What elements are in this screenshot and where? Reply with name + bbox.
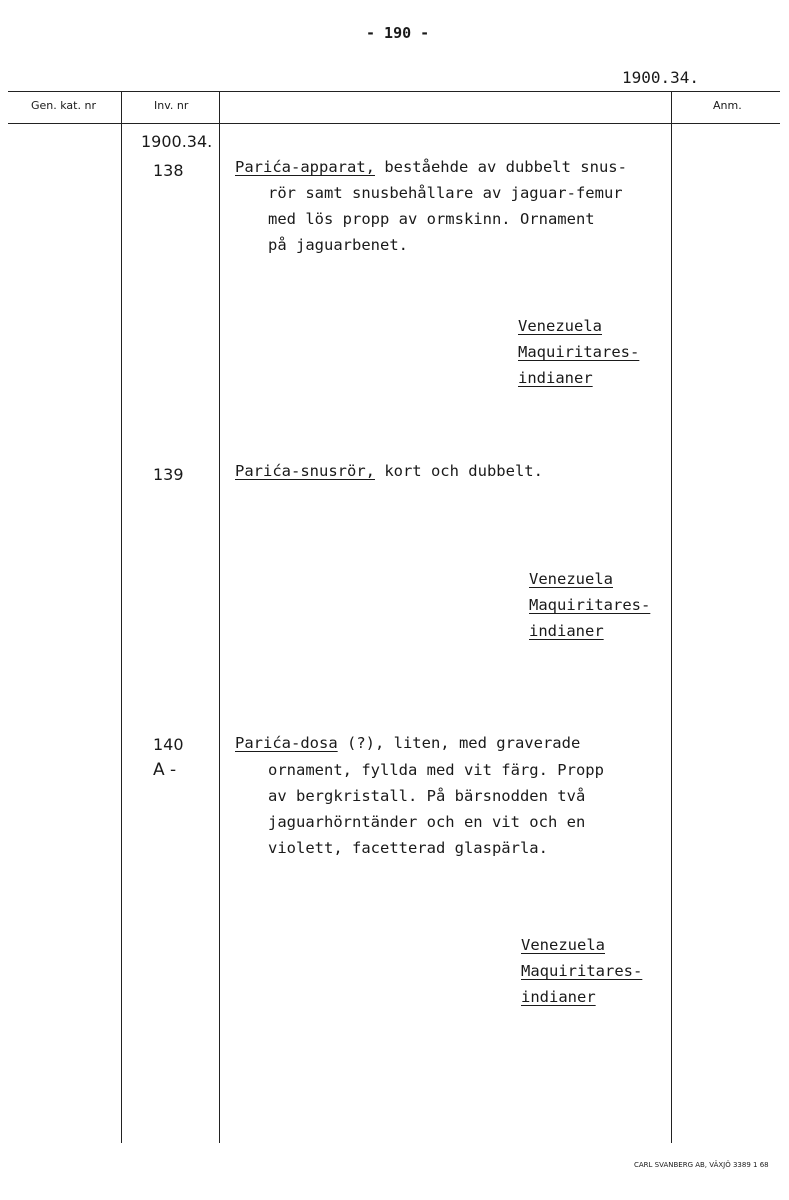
entry-line: ornament, fyllda med vit färg. Propp [268,761,604,779]
entry-first-line [235,462,543,480]
column-header-gen-kat: Gen. kat. nr [31,99,96,112]
entry-title: Parića-snusrör, [235,462,375,480]
inv-number: 138 [153,161,184,180]
entry-first-line [235,158,627,176]
place-line: Maquiritares- [518,343,640,361]
column-header-inv: Inv. nr [154,99,189,112]
entry-line: på jaguarbenet. [268,236,408,254]
entry-line: violett, facetterad glaspärla. [268,839,548,857]
place-line: Maquiritares- [521,962,643,980]
place-line: indianer [518,369,593,387]
entry-text: (?), liten, med graverade [337,734,581,752]
place-line: indianer [529,622,604,640]
column-header-anm: Anm. [713,99,742,112]
entry-line: av bergkristall. På bärsnodden två [268,787,586,805]
printer-mark: CARL SVANBERG AB, VÄXJÖ 3389 1 68 [634,1161,769,1169]
entry-text: beståehde av dubbelt snus- [374,158,627,176]
entry-line: rör samt snusbehållare av jaguar-femur [268,184,623,202]
place-line: indianer [521,988,596,1006]
catalogue-header: 1900.34. [622,68,700,87]
series-label: 1900.34. [141,132,213,151]
entry-line: med lös propp av ormskinn. Ornament [268,210,595,228]
inv-number: 140 [153,735,184,754]
place-line: Venezuela [518,317,602,335]
header-bottom-rule [8,123,780,124]
header-top-rule [8,91,780,92]
inv-number: 139 [153,465,184,484]
place-line: Venezuela [529,570,613,588]
entry-text: kort och dubbelt. [374,462,543,480]
place-line: Venezuela [521,936,605,954]
entry-first-line [235,734,580,752]
column-divider-2 [219,91,220,1143]
column-divider-1 [121,91,122,1143]
place-line: Maquiritares- [529,596,651,614]
entry-title: Parića-apparat, [235,158,375,176]
page-number: - 190 - [366,24,430,42]
column-divider-3 [671,91,672,1143]
inv-note: A - [153,760,177,780]
entry-title: Parića-dosa [235,734,338,752]
entry-line: jaguarhörntänder och en vit och en [268,813,586,831]
